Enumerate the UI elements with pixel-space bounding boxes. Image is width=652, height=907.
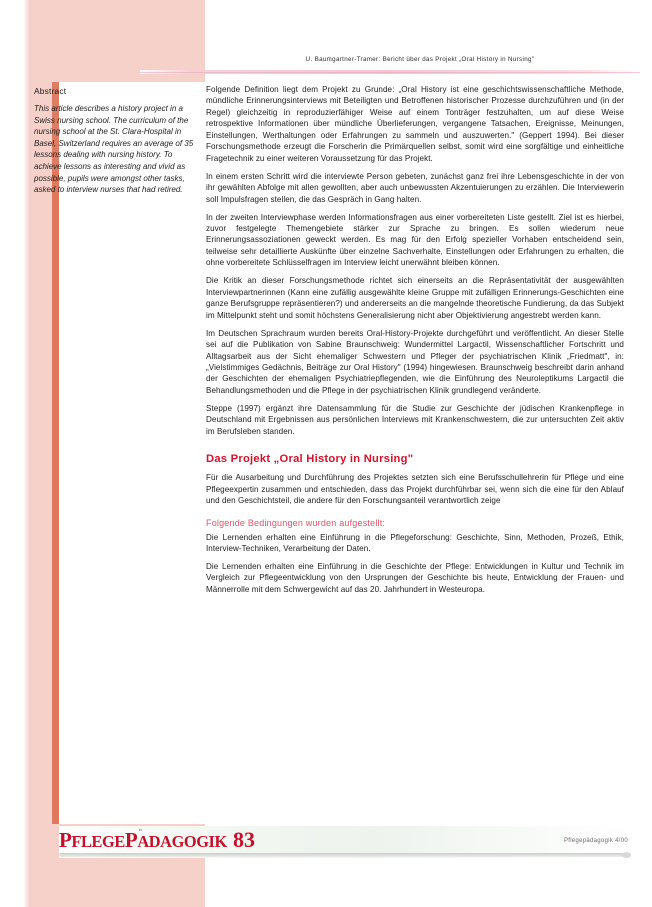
issue-reference: Pflegepädagogik 4/00: [563, 838, 628, 844]
main-text-column: [206, 84, 624, 602]
margin-edge-gradient: [23, 0, 31, 907]
footer-rule: [59, 853, 631, 857]
brand-text-3: P: [124, 828, 138, 852]
brand-text-1: P: [59, 828, 72, 852]
body-paragraph: Die Lernenden erhalten eine Einführung in die Pflegeforschung: Geschichte, Sinn, Methoden, Prozeß, Ethik, Interview-Techniken, Verarbeitung der Daten.: [206, 532, 624, 553]
body-paragraph: Steppe (1997) ergänzt ihre Datensammlung für die Studie zur Geschichte der jüdischen Krankenpflege in Deutschland mit Ergebnissen aus persönlichen Interviews mit Krankenschwestern, die zur untersuchten Zeit aktiv im Berufsleben standen.: [206, 403, 624, 436]
body-paragraph: In einem ersten Schritt wird die interviewte Person gebeten, zunächst ganz frei ihre Lebensgeschichte in der von ihr gewählten Abfolge mit allen gewollten, aber auch unbewussten Akzentuierungen zu erzählen. Die Interviewerin soll Impulsfragen stellen, die das Gespräch in Gang halten.: [206, 171, 624, 204]
body-paragraph: Im Deutschen Sprachraum wurden bereits Oral-History-Projekte durchgeführt und veröffentlicht. An dieser Stelle sei auf die Publikation von Sabine Braunschweig: Wundermittel Largactil, Wissenschaftlicher Fortschritt und Alltagsarbeit aus der Sicht ehemaliger Schwestern und Pfleger der psychiatrischen Klinik „Friedmatt", in: „Vielstimmiges Gedächnis, Beiträge zur Oral History" (1994) hingewiesen. Braunschweig beschreibt darin anhand der Geschichten der ehemaligen Psychiatriepflegenden, wie die Einführung des Neuroleptikums Largactil die Behandlungsmethoden und die Pflege in der psychiatrischen Klinik grundlegend veränderte.: [206, 328, 624, 395]
brand-text-2: FLEGE: [71, 832, 125, 851]
running-header: U. Baumgartner-Tramer: Bericht über das Projekt „Oral History in Nursing": [305, 56, 535, 63]
page-number: 83: [233, 827, 255, 852]
subsection-heading: Folgende Bedingungen wurden aufgestellt:: [206, 517, 386, 528]
body-paragraph: Für die Ausarbeitung und Durchführung des Projektes setzten sich eine Berufsschullehrerin für Pflege und eine Pflegeexpertin zusammen und entschieden, dass das Projekt durchführbar sei, wenn sich die eine für den Ablauf und den Geschichtsteil, die andere für den Forschungsanteil verantwortlich zeige: [206, 473, 624, 506]
abstract-body: This article describes a history project in a Swiss nursing school. The curriculum of the nursing school at the St. Clara-Hospital in Basel, Switzerland requires an average of 35 lessons dealing with nursing history. To achieve lessons as interesting and vivid as possible, pupils were amongst other tasks, asked to interview nurses that had retired.: [34, 104, 194, 195]
body-paragraph: Die Lernenden erhalten eine Einführung in die Geschichte der Pflege: Entwicklungen in Kultur und Technik im Vergleich zur Pflegeentwicklung von den Ursprungen der Geschichte bis heute, Entwicklung der Frauen- und Männerrolle mit dem Schwergewicht auf das 20. Jahrhundert in Westeuropa.: [206, 561, 624, 594]
abstract-title: Abstract: [34, 86, 67, 96]
header-rule-line: [140, 72, 640, 73]
body-paragraph: In der zweiten Interviewphase werden Informationsfragen aus einer vorbereiteten Liste gestellt. Ziel ist es hierbei, zuvor festgelegte Themengebiete stärker zur Sprache zu bringen. Es sollen wiederum neue Erinnerungsassoziationen geweckt werden. Es mag für den Erfolg spezieller Vorhaben entscheidend sein, teilweise sehr detaillierte Auskünfte über einzelne Sachverhalte, Einstellungen oder Erfahrungen zu erhalten, die ohne vorbereitete Schlüsselfragen im Interview leicht unerwähnt bleiben können.: [206, 212, 624, 268]
abstract-block: [32, 86, 196, 196]
footer-rule-endcap: [622, 852, 631, 858]
journal-brand: [59, 828, 227, 853]
section-heading: Das Projekt „Oral History in Nursing": [206, 453, 414, 466]
brand-text-4: ADAGOGIK ¨: [137, 832, 227, 851]
body-paragraph: Folgende Definition liegt dem Projekt zu Grunde: „Oral History ist eine geschichtswissenschaftliche Methode, mündliche Erinnerungsinterviews mit Beteiligten und Betroffenen historischer Prozesse durchzuführen und (in der Regel) gleichzeitig in reproduzierfähiger Weise auf einem Tonträger festzuhalten, um auf diese Weise retrospektive Informationen über mündliche Überlieferungen, vergangene Tatsachen, Ereignisse, Meinungen, Einstellungen, Werthaltungen oder Erfahrungen zu sammeln und auszuwerten." (Geppert 1994). Bei dieser Forschungsmethode erzeugt die Forscherin die Primärquellen selbst, somit wird eine sorgfältige und einheitliche Fragetechnik zu einer weiteren Voraussetzung für das Projekt.: [206, 85, 624, 163]
body-paragraph: Die Kritik an dieser Forschungsmethode richtet sich einerseits an die Repräsentativität der ausgewählten Interviewpartnerinnen (Kann eine zufällig ausgewählte kleine Gruppe mit zufälligen Erinnerungs-Geschichten eine ganze Berufsgruppe repräsentieren?) und andererseits an die mangelnde theoretische Fundierung, da das Subjekt im Mittelpunkt steht und somit höchstens Generalisierung nicht aber Objektivierung angestrebt werden kann.: [206, 276, 624, 320]
page-footer: [59, 826, 634, 866]
